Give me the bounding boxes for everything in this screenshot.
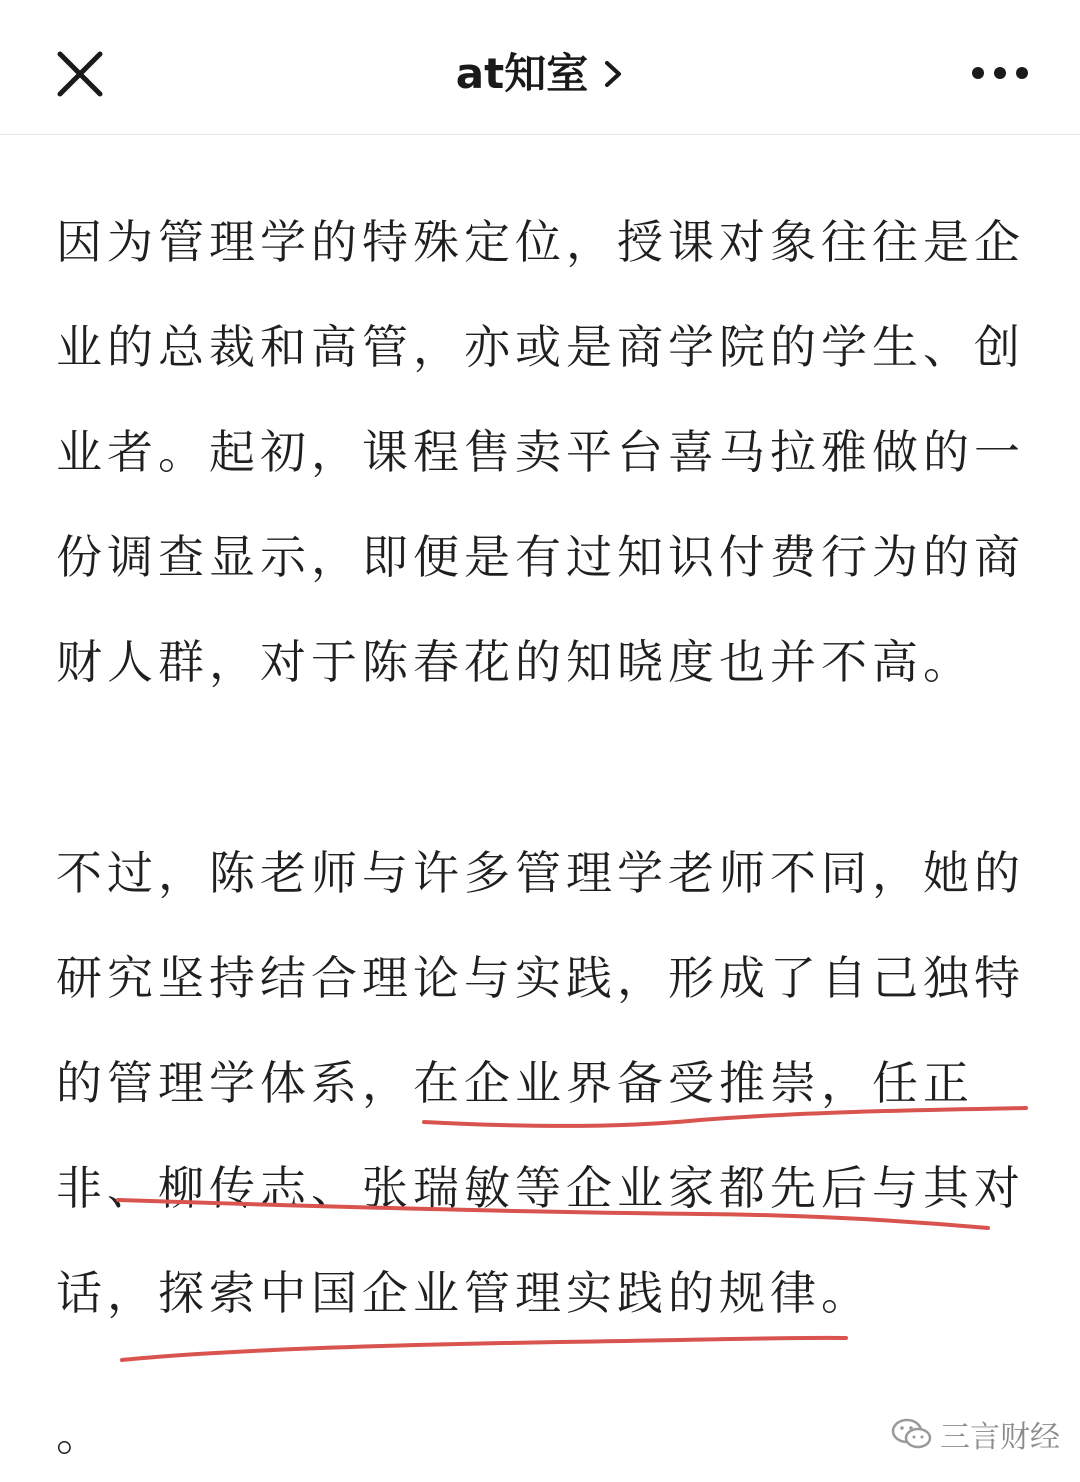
paragraph-line: 不过，陈老师与许多管理学老师不同，她的 <box>56 846 1025 900</box>
top-nav-bar <box>0 0 1080 135</box>
paragraph-line: 业的总裁和高管，亦或是商学院的学生、创 <box>56 320 1025 374</box>
paragraph-line: 份调查显示，即便是有过知识付费行为的商 <box>56 530 1025 584</box>
more-horizontal-icon <box>968 60 1032 86</box>
source-watermark <box>890 1412 1060 1456</box>
watermark-text: 三言财经 <box>940 1420 1060 1455</box>
paragraph-line: 业者。起初，课程售卖平台喜马拉雅做的一 <box>56 425 1025 479</box>
account-title: at知室 <box>455 49 589 98</box>
article-paragraph-2 <box>56 821 1025 1346</box>
trailing-punctuation: 。 <box>56 1407 102 1461</box>
paragraph-line: 因为管理学的特殊定位，授课对象往往是企 <box>56 215 1025 269</box>
chevron-right-icon <box>602 59 624 89</box>
paragraph-line: 财人群，对于陈春花的知晓度也并不高。 <box>56 635 974 689</box>
wechat-icon <box>890 1414 934 1454</box>
account-title-link[interactable] <box>0 48 1080 100</box>
paragraph-line: 非、柳传志、张瑞敏等企业家都先后与其对 <box>56 1161 1025 1215</box>
more-options-button[interactable] <box>968 60 1032 86</box>
paragraph-line: 研究坚持结合理论与实践，形成了自己独特 <box>56 951 1025 1005</box>
article-paragraph-1 <box>56 190 1025 715</box>
paragraph-line: 的管理学体系，在企业界备受推崇，任正 <box>56 1056 974 1110</box>
paragraph-line: 话，探索中国企业管理实践的规律。 <box>56 1266 872 1320</box>
